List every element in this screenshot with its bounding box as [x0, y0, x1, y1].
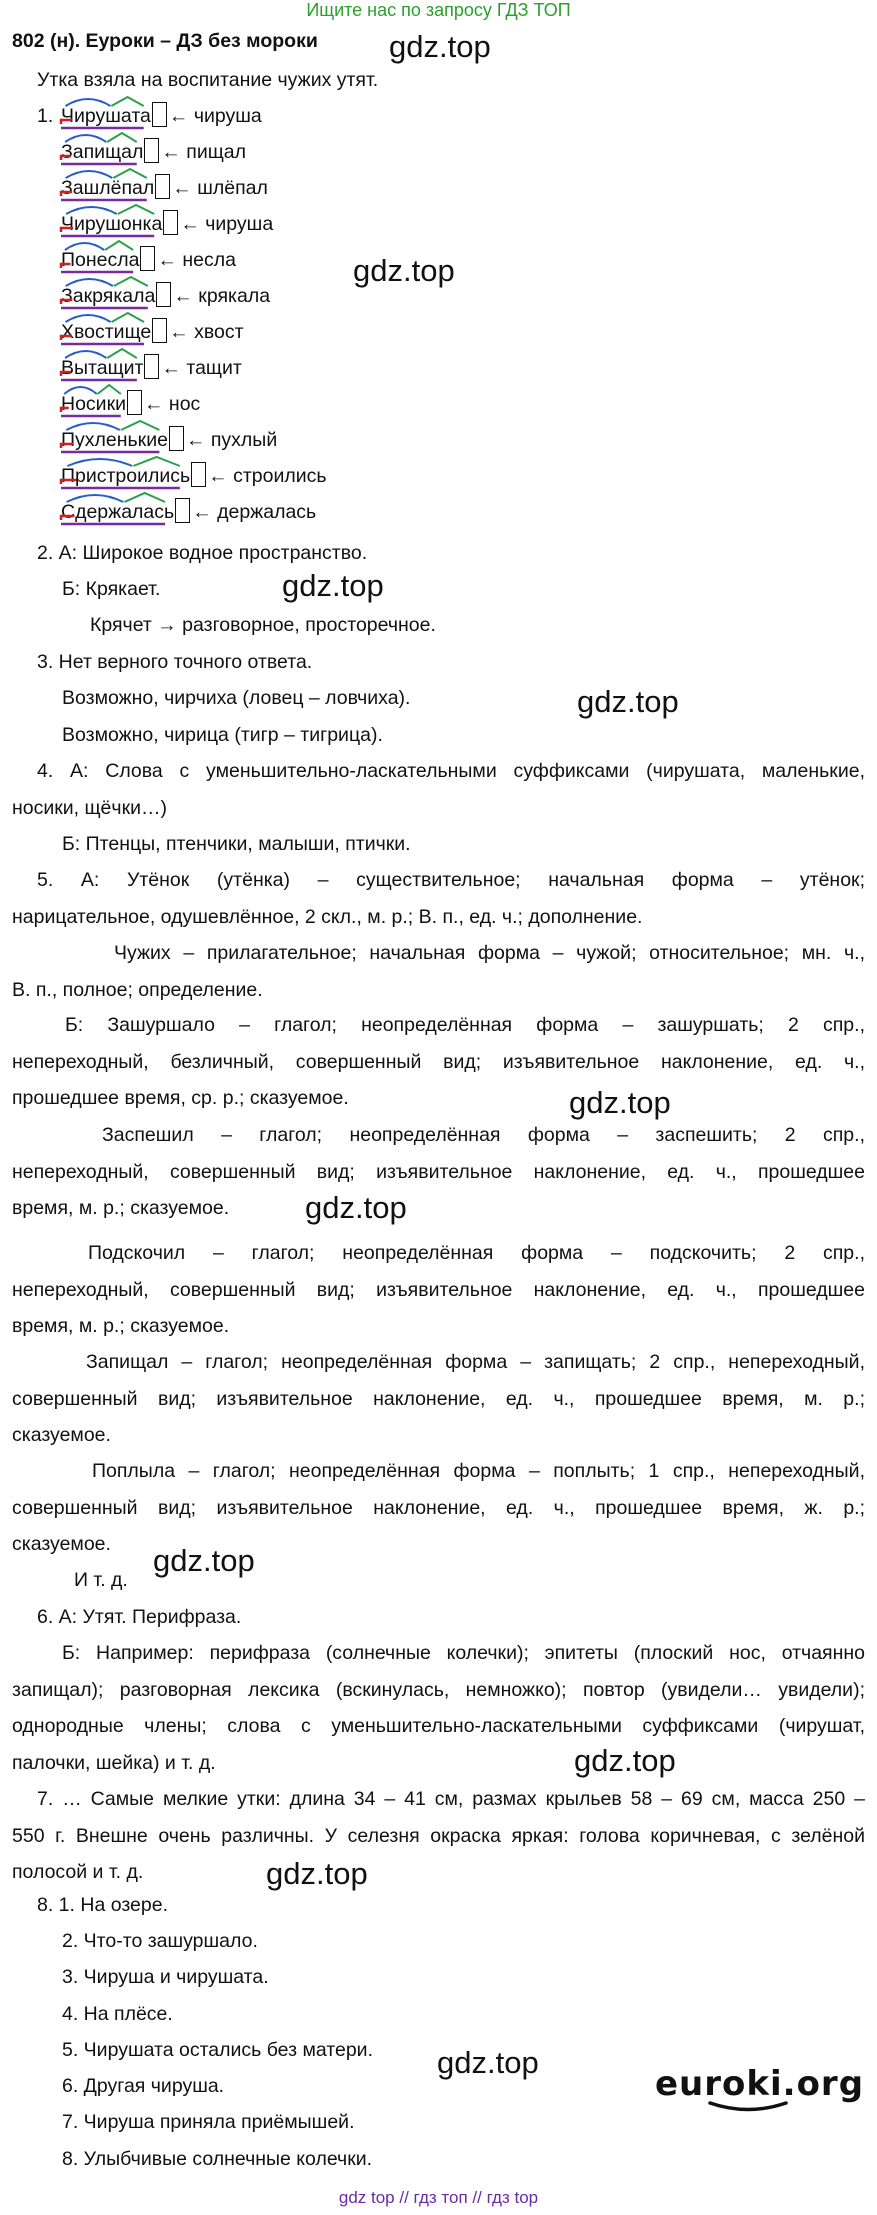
root-word: шлёпал: [197, 177, 268, 199]
item4-paragraph: [12, 753, 865, 826]
item8-line: 4. На плёсе.: [62, 2003, 173, 2025]
arrow-icon: ←: [208, 465, 228, 487]
morpheme-marks-icon: [61, 204, 162, 244]
word-text: Понесла: [61, 249, 140, 271]
word-parse-row: [61, 462, 327, 490]
morpheme-marks-icon: [61, 276, 155, 316]
morpheme-marks-icon: [61, 312, 151, 352]
watermark: gdz.top: [389, 29, 491, 64]
watermark: gdz.top: [282, 568, 384, 603]
item5-p3: [12, 1007, 865, 1117]
text-line: совершенный вид; изъявительное наклонение, ед. ч., прошедшее время, м. р.;: [12, 1387, 865, 1410]
word-parse-row: [61, 102, 262, 130]
bottom-links: [0, 2188, 877, 2208]
text-line: Заспешил – глагол; неопределённая форма – заспешить; 2 спр.,: [102, 1124, 865, 1146]
link-separator: //: [472, 2188, 482, 2207]
watermark: gdz.top: [153, 1543, 255, 1578]
morpheme-marks-icon: [61, 492, 174, 532]
text-line: 5. А: Утёнок (утёнка) – существительное; начальная форма – утёнок;: [37, 869, 865, 891]
parsed-word: [61, 246, 139, 274]
arrow-icon: ←: [144, 393, 164, 415]
watermark: gdz.top: [305, 1190, 407, 1225]
text-line: 4. А: Слова с уменьшительно-ласкательными суффиксами (чирушата, маленькие,: [37, 760, 865, 782]
item8-line: 8. 1. На озере.: [37, 1894, 169, 1916]
page-title: 802 (н). Еуроки – ДЗ без мороки: [12, 30, 318, 52]
arrow-icon: ←: [157, 249, 177, 271]
watermark: gdz.top: [569, 1085, 671, 1120]
item2-c: Крячет → разговорное, просторечное.: [90, 614, 436, 636]
text-line: Запищал – глагол; неопределённая форма – запищать; 2 спр., непереходный,: [86, 1351, 865, 1373]
watermark: gdz.top: [437, 2045, 539, 2080]
word-text: Чирушонка: [61, 213, 163, 235]
word-text: Чирушата: [61, 105, 151, 127]
morpheme-marks-icon: [61, 384, 126, 424]
text-line: Б: Например: перифраза (солнечные колечки); эпитеты (плоский нос, отчаянно: [62, 1642, 865, 1664]
item3-a: 3. Нет верного точного ответа.: [37, 651, 313, 673]
arrow-icon: ←: [169, 321, 189, 343]
parsed-word: [61, 282, 155, 310]
arrow-icon: ←: [185, 429, 206, 451]
watermark: gdz.top: [266, 1856, 368, 1891]
root-word: пищал: [186, 141, 246, 163]
text-line: В. п., полное; определение.: [12, 978, 263, 1001]
euroki-logo[interactable]: euroki.org: [655, 2064, 865, 2104]
item4-b: Б: Птенцы, птенчики, малыши, птички.: [62, 833, 411, 855]
root-word: пухлый: [210, 429, 278, 451]
text-line: 7. … Самые мелкие утки: длина 34 – 41 см, размах крыльев 58 – 69 см, масса 250 –: [37, 1788, 865, 1810]
item5-p7: [12, 1453, 865, 1563]
morpheme-marks-icon: [61, 240, 139, 280]
item2-a: 2. А: Широкое водное пространство.: [37, 542, 368, 564]
text-line: прошедшее время, ср. р.; сказуемое.: [12, 1087, 349, 1109]
arrow-icon: ←: [161, 357, 181, 379]
item5-p6: [12, 1344, 865, 1454]
word-parse-row: [61, 498, 316, 526]
text-line: носики, щёчки…): [12, 796, 167, 819]
word-parse-row: [61, 174, 268, 202]
item3-b: Возможно, чирчиха (ловец – ловчиха).: [62, 687, 411, 709]
ending-box: [169, 426, 184, 451]
item8-line: 3. Чируша и чирушата.: [62, 1966, 269, 1988]
morpheme-marks-icon: [61, 168, 154, 208]
parsed-word: [61, 426, 168, 454]
top-banner[interactable]: Ищите нас по запросу ГДЗ ТОП: [306, 0, 571, 20]
ending-box: [140, 246, 155, 271]
word-parse-row: [61, 390, 200, 418]
text-line: непереходный, совершенный вид; изъявительное наклонение, ед. ч., прошедшее: [12, 1278, 865, 1301]
word-parse-row: [61, 318, 244, 346]
watermark: gdz.top: [574, 1743, 676, 1778]
item8-line: 7. Чируша приняла приёмышей.: [62, 2111, 355, 2133]
item1-number: 1.: [37, 105, 54, 127]
morpheme-marks-icon: [61, 420, 168, 460]
root-word: хвост: [194, 321, 244, 343]
text-line: нарицательное, одушевлённое, 2 скл., м. р.; В. п., ед. ч.; дополнение.: [12, 905, 643, 928]
word-text: Зашлёпал: [61, 177, 155, 199]
word-text: Хвостище: [61, 321, 152, 343]
arrow-icon: ←: [192, 501, 212, 523]
item3-c: Возможно, чирица (тигр – тигрица).: [62, 724, 383, 746]
text-line: Чужих – прилагательное; начальная форма – чужой; относительное; мн. ч.,: [114, 942, 865, 964]
bottom-link[interactable]: gdz top: [338, 2188, 395, 2207]
item7-paragraph: [12, 1781, 865, 1891]
item6-a: 6. А: Утят. Перифраза.: [37, 1606, 242, 1628]
item5-p2: [12, 935, 865, 1008]
parsed-word: [61, 354, 143, 382]
text-line: 550 г. Внешне очень различны. У селезня окраска яркая: голова коричневая, с зелёной: [12, 1824, 865, 1847]
ending-box: [163, 210, 178, 235]
ending-box: [175, 498, 190, 523]
word-text: Пухленькие: [61, 429, 168, 451]
morpheme-marks-icon: [61, 456, 190, 496]
item8-line: 5. Чирушата остались без матери.: [62, 2039, 373, 2061]
text-line: Подскочил – глагол; неопределённая форма – подскочить; 2 спр.,: [88, 1242, 865, 1264]
watermark: gdz.top: [577, 684, 679, 719]
ending-box: [152, 318, 167, 343]
arrow-icon: ←: [168, 105, 189, 127]
parsed-word: [61, 138, 143, 166]
item8-line: 6. Другая чируша.: [62, 2075, 225, 2097]
text-line: сказуемое.: [12, 1424, 111, 1446]
item8-line: 2. Что-то зашуршало.: [62, 1930, 258, 1952]
root-word: держалась: [217, 501, 317, 523]
arrow-icon: ←: [173, 285, 193, 307]
ending-box: [156, 282, 171, 307]
text-line: однородные члены; слова с уменьшительно-ласкательными суффиксами (чирушат,: [12, 1715, 865, 1737]
word-parse-row: [61, 246, 236, 274]
arrow-icon: ←: [172, 177, 192, 199]
ending-box: [127, 390, 142, 415]
item5-p1: [12, 862, 865, 935]
word-text: Запищал: [61, 141, 144, 163]
item8-line: 8. Улыбчивые солнечные колечки.: [62, 2148, 373, 2170]
item5-etc: И т. д.: [74, 1569, 128, 1591]
root-word: тащит: [186, 357, 242, 379]
arrow-icon: ←: [161, 141, 181, 163]
root-word: нос: [168, 393, 201, 415]
morpheme-marks-icon: [61, 348, 143, 388]
root-word: чируша: [193, 105, 262, 127]
link-separator: //: [399, 2188, 409, 2207]
ending-box: [152, 102, 167, 127]
logo-smile-icon: [708, 2100, 788, 2114]
item5-p4: [12, 1117, 865, 1227]
text-line: непереходный, совершенный вид; изъявительное наклонение, ед. ч., прошедшее: [12, 1160, 865, 1183]
morpheme-marks-icon: [61, 132, 143, 172]
word-text: Сдержалась: [61, 501, 175, 523]
parsed-word: [61, 318, 151, 346]
word-parse-row: [61, 282, 270, 310]
word-text: Вытащит: [61, 357, 144, 379]
word-parse-row: [61, 426, 277, 454]
bottom-link[interactable]: гдз топ: [413, 2188, 468, 2207]
text-line: время, м. р.; сказуемое.: [12, 1197, 230, 1219]
item2-b: Б: Крякает.: [62, 578, 161, 600]
text-line: время, м. р.; сказуемое.: [12, 1315, 230, 1337]
parsed-word: [61, 462, 190, 490]
parsed-word: [61, 102, 151, 130]
arrow-icon: ←: [180, 213, 200, 235]
item6-b: [12, 1635, 865, 1781]
ending-box: [191, 462, 206, 487]
word-parse-row: [61, 354, 242, 382]
root-word: строились: [233, 465, 327, 487]
parsed-word: [61, 498, 174, 526]
text-line: сказуемое.: [12, 1533, 111, 1555]
word-text: Закрякала: [61, 285, 156, 307]
parsed-word: [61, 210, 162, 238]
text-line: непереходный, безличный, совершенный вид; изъявительное наклонение, ед. ч.,: [12, 1050, 865, 1073]
word-text: Носики: [61, 393, 126, 415]
root-word: несла: [182, 249, 236, 271]
text-line: Поплыла – глагол; неопределённая форма – поплыть; 1 спр., непереходный,: [92, 1460, 865, 1482]
bottom-link[interactable]: гдз top: [486, 2188, 539, 2207]
item5-p5: [12, 1235, 865, 1345]
root-word: крякала: [198, 285, 271, 307]
ending-box: [144, 138, 159, 163]
text-line: совершенный вид; изъявительное наклонение, ед. ч., прошедшее время, ж. р.;: [12, 1496, 865, 1519]
intro-text: Утка взяла на воспитание чужих утят.: [37, 69, 379, 91]
text-line: Б: Зашуршало – глагол; неопределённая форма – зашуршать; 2 спр.,: [65, 1014, 865, 1036]
watermark: gdz.top: [353, 253, 455, 288]
ending-box: [144, 354, 159, 379]
word-parse-row: [61, 138, 246, 166]
text-line: запищал); разговорная лексика (вскинулась, немножко); повтор (увидели… увидели);: [12, 1678, 865, 1701]
text-line: палочки, шейка) и т. д.: [12, 1751, 216, 1774]
morpheme-marks-icon: [61, 96, 151, 136]
text-line: полосой и т. д.: [12, 1861, 144, 1883]
parsed-word: [61, 174, 154, 202]
parsed-word: [61, 390, 126, 418]
word-parse-row: [61, 210, 273, 238]
ending-box: [155, 174, 170, 199]
root-word: чируша: [205, 213, 274, 235]
word-text: Пристроились: [61, 465, 191, 487]
